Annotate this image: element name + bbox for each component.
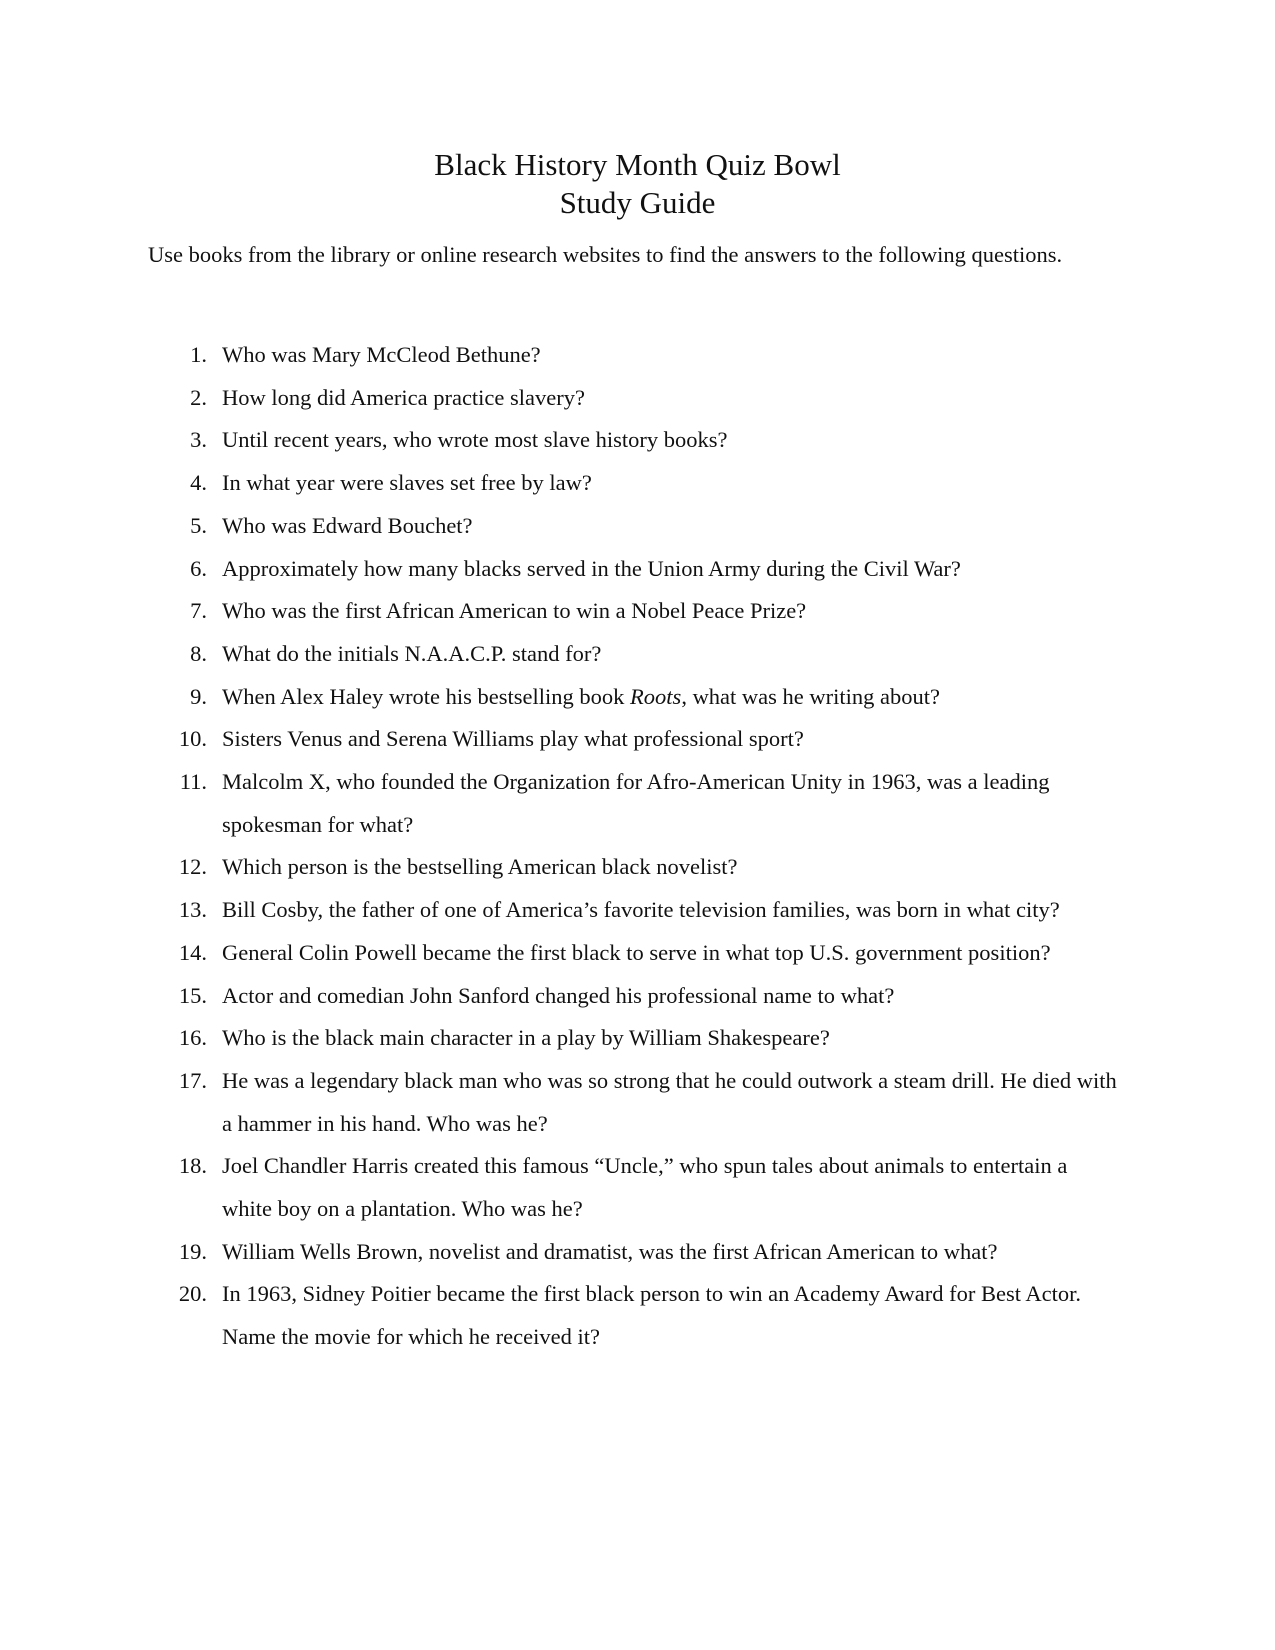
question-text-after: , what was he writing about?	[681, 683, 940, 709]
question-item	[0, 846, 1122, 889]
question-item	[0, 1060, 1122, 1145]
question-text: Until recent years, who wrote most slave history books?	[222, 427, 728, 453]
question-number: 10.	[178, 726, 207, 752]
question-item	[0, 334, 1122, 377]
question-number: 5.	[190, 512, 207, 538]
title-line-2: Study Guide	[559, 185, 716, 220]
question-item	[0, 1273, 1122, 1358]
question-item	[0, 676, 1122, 719]
question-text: Sisters Venus and Serena Williams play what professional sport?	[222, 726, 804, 752]
question-number: 2.	[190, 384, 207, 410]
question-item	[0, 462, 1122, 505]
question-text: He was a legendary black man who was so strong that he could outwork a steam drill. He died with a hammer in his hand. Who was he?	[222, 1067, 1117, 1136]
question-text: Actor and comedian John Sanford changed his professional name to what?	[222, 982, 895, 1008]
question-item	[0, 1017, 1122, 1060]
question-text: Who was Edward Bouchet?	[222, 512, 473, 538]
question-number: 13.	[178, 897, 207, 923]
question-number: 12.	[178, 854, 207, 880]
question-item	[0, 505, 1122, 548]
question-number: 20.	[178, 1281, 207, 1307]
question-number: 15.	[178, 982, 207, 1008]
question-item	[0, 590, 1122, 633]
question-text: Joel Chandler Harris created this famous “Uncle,” who spun tales about animals to entertain a white boy on a plantation. Who was he?	[222, 1153, 1068, 1222]
question-text-before: When Alex Haley wrote his bestselling book	[222, 683, 631, 709]
question-item	[0, 889, 1122, 932]
question-number: 16.	[178, 1025, 207, 1051]
question-text: Who was Mary McCleod Bethune?	[222, 342, 541, 367]
question-number: 18.	[178, 1153, 207, 1179]
question-list	[0, 334, 1122, 1359]
question-number: 4.	[190, 470, 207, 496]
question-item	[0, 548, 1122, 591]
question-text: In 1963, Sidney Poitier became the first black person to win an Academy Award for Best Actor. Name the movie for which he received it?	[222, 1281, 1081, 1350]
question-number: 9.	[190, 683, 207, 709]
question-item	[0, 761, 1122, 846]
question-text	[222, 676, 1122, 719]
question-number: 7.	[190, 598, 207, 624]
title-line-1: Black History Month Quiz Bowl	[434, 147, 841, 182]
question-item	[0, 975, 1122, 1018]
question-item	[0, 419, 1122, 462]
question-item	[0, 1231, 1122, 1274]
question-text: Bill Cosby, the father of one of America’s favorite television families, was born in what city?	[222, 897, 1060, 923]
question-text: Approximately how many blacks served in the Union Army during the Civil War?	[222, 555, 961, 581]
question-item	[0, 1145, 1122, 1230]
question-number: 6.	[190, 555, 207, 581]
intro-paragraph: Use books from the library or online research websites to find the answers to the following questions.	[148, 242, 1063, 267]
question-number: 1.	[190, 342, 207, 367]
question-text: How long did America practice slavery?	[222, 384, 585, 410]
question-item	[0, 932, 1122, 975]
question-item	[0, 633, 1122, 676]
question-text: Which person is the bestselling American black novelist?	[222, 854, 738, 880]
question-text: In what year were slaves set free by law?	[222, 470, 592, 496]
book-title-roots: Roots	[630, 683, 682, 709]
question-text: Malcolm X, who founded the Organization for Afro-American Unity in 1963, was a leading spokesman for what?	[222, 769, 1050, 837]
question-item	[0, 718, 1122, 761]
question-number: 17.	[178, 1067, 207, 1093]
question-number: 3.	[190, 427, 207, 453]
question-text: Who is the black main character in a play by William Shakespeare?	[222, 1025, 830, 1051]
question-item	[0, 377, 1122, 420]
question-number: 14.	[178, 939, 207, 965]
question-text: What do the initials N.A.A.C.P. stand for?	[222, 640, 602, 666]
question-number: 11.	[179, 769, 207, 795]
page-title	[0, 146, 1275, 222]
question-text: Who was the first African American to win a Nobel Peace Prize?	[222, 598, 807, 624]
question-text: William Wells Brown, novelist and dramatist, was the first African American to what?	[222, 1238, 998, 1264]
question-number: 19.	[178, 1238, 207, 1264]
question-number: 8.	[190, 640, 207, 666]
question-text: General Colin Powell became the first black to serve in what top U.S. government position?	[222, 939, 1051, 965]
